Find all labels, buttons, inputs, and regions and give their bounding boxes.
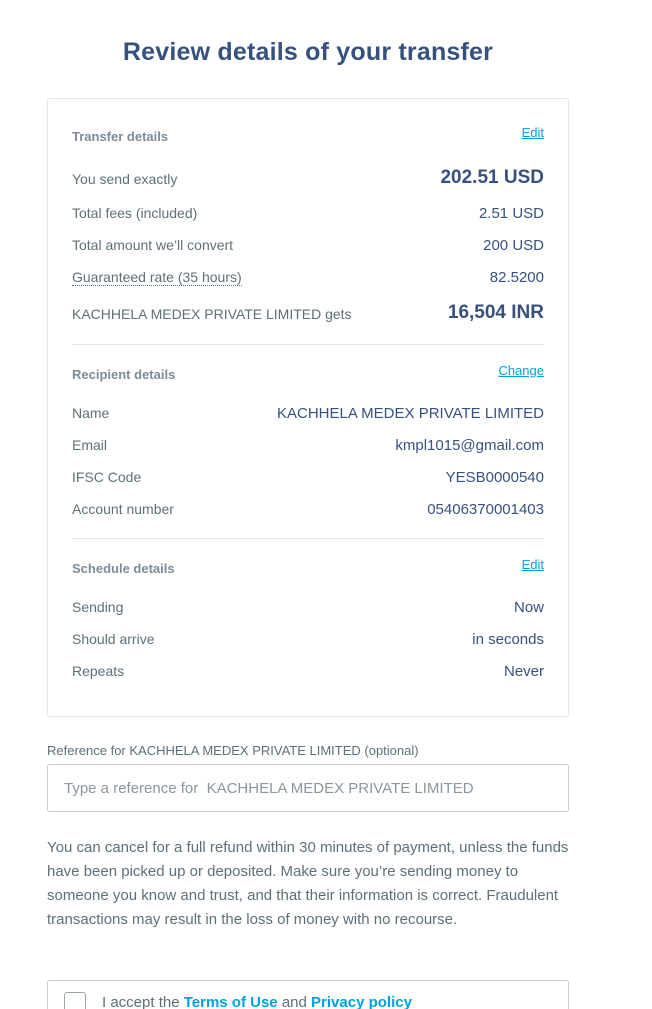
fees-row (72, 205, 544, 229)
row-label: KACHHELA MEDEX PRIVATE LIMITED gets (72, 306, 352, 322)
recipient-name-row (72, 405, 544, 429)
repeats-row (72, 663, 544, 687)
rate-row (72, 269, 544, 293)
change-recipient-link[interactable]: Change (498, 363, 544, 378)
transfer-details-header (72, 125, 544, 151)
convert-amount-value: 200 USD (483, 237, 544, 254)
send-amount-value: 202.51 USD (440, 167, 544, 188)
transfer-summary-card (47, 98, 569, 717)
row-label: You send exactly (72, 171, 178, 187)
recipient-email-value: kmpl1015@gmail.com (395, 437, 544, 454)
edit-transfer-link[interactable]: Edit (521, 125, 544, 140)
schedule-details-title: Schedule details (72, 561, 175, 576)
account-number-value: 05406370001403 (427, 501, 544, 518)
terms-prefix: I accept the (102, 994, 180, 1009)
privacy-policy-link[interactable]: Privacy policy (311, 994, 412, 1009)
refund-notice: You can cancel for a full refund within 30 minutes of payment, unless the funds have been picked up or deposited. Make sure you’re sending money to someone you know and trust, and that their information is correct. Fraudulent transactions may result in the loss of money with no recourse. (47, 839, 569, 928)
transfer-details-title: Transfer details (72, 129, 169, 144)
repeats-value: Never (503, 663, 544, 680)
row-label: Repeats (72, 663, 125, 679)
terms-checkbox[interactable] (64, 992, 86, 1009)
row-label: Email (72, 437, 108, 453)
sending-row (72, 599, 544, 623)
reference-label: Reference for KACHHELA MEDEX PRIVATE LIMITED (optional) (47, 743, 419, 758)
convert-amount-row (72, 237, 544, 261)
section-divider (72, 538, 544, 539)
recipient-name-value: KACHHELA MEDEX PRIVATE LIMITED (276, 405, 544, 422)
row-label: Total amount we’ll convert (72, 237, 234, 253)
arrival-row (72, 631, 544, 655)
fees-value: 2.51 USD (478, 205, 544, 222)
recipient-email-row (72, 437, 544, 461)
terms-text (102, 994, 412, 1009)
section-divider (72, 344, 544, 345)
recipient-details-title: Recipient details (72, 367, 176, 382)
terms-acceptance-box (47, 980, 569, 1009)
terms-conjunction: and (281, 994, 307, 1009)
account-number-row (72, 501, 544, 525)
edit-schedule-link[interactable]: Edit (521, 557, 544, 572)
recipient-gets-value: 16,504 INR (447, 302, 544, 323)
arrival-value: in seconds (472, 631, 544, 648)
row-label: Account number (72, 501, 174, 517)
schedule-details-header (72, 557, 544, 583)
rate-value: 82.5200 (489, 269, 544, 286)
send-amount-row (72, 167, 544, 195)
terms-of-use-link[interactable]: Terms of Use (183, 994, 278, 1009)
recipient-details-header (72, 363, 544, 389)
sending-value: Now (513, 599, 544, 616)
row-label: Should arrive (72, 631, 155, 647)
row-label: Sending (72, 599, 124, 615)
ifsc-value: YESB0000540 (445, 469, 544, 486)
guaranteed-rate-tooltip-trigger[interactable]: Guaranteed rate (35 hours) (72, 269, 242, 285)
row-label: Name (72, 405, 110, 421)
reference-input[interactable] (47, 764, 569, 812)
page-title: Review details of your transfer (122, 38, 494, 66)
row-label: Total fees (included) (72, 205, 198, 221)
recipient-gets-row (72, 302, 544, 330)
row-label: IFSC Code (72, 469, 142, 485)
ifsc-row (72, 469, 544, 493)
